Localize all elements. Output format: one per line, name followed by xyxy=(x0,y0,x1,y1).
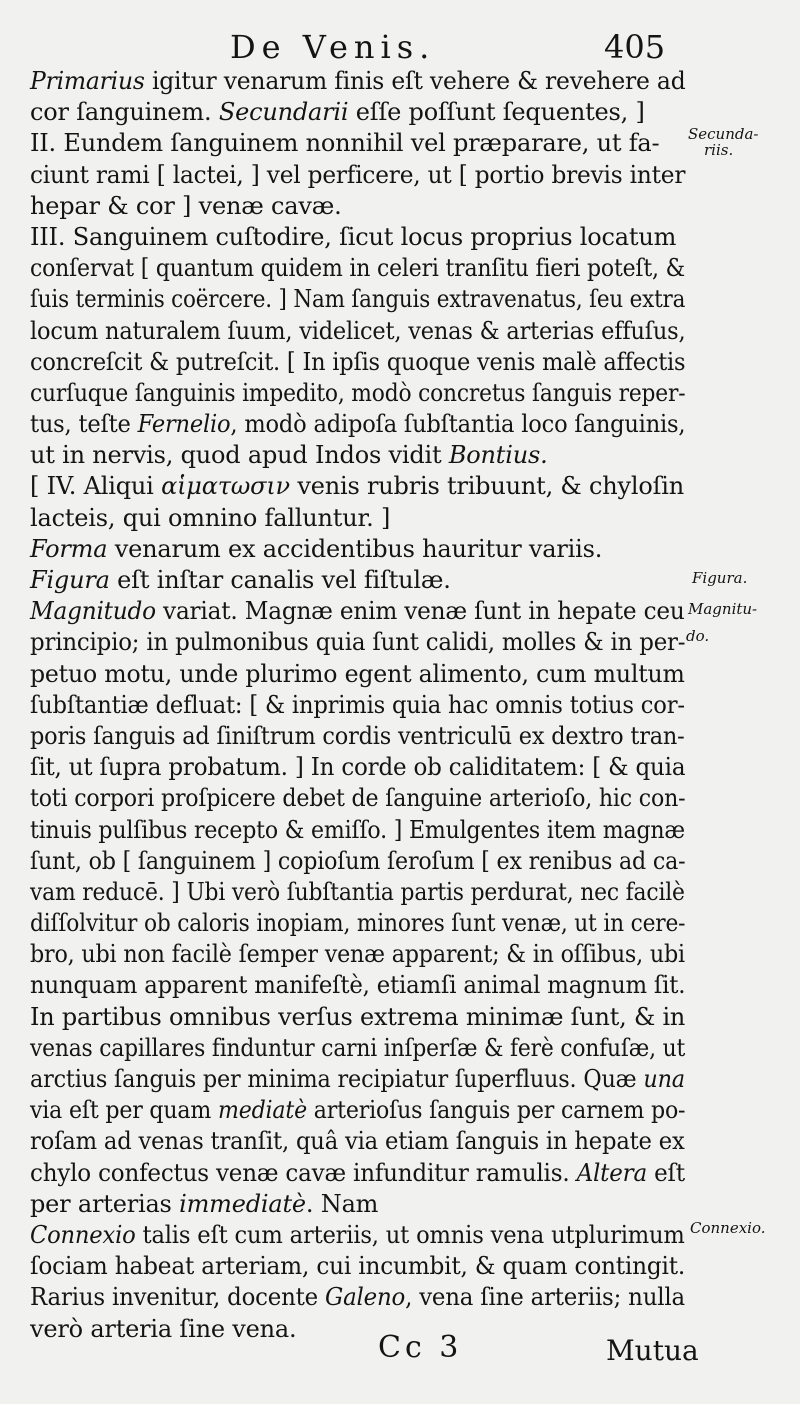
text-run: conſervat [ quantum quidem in celeri tranſitu fieri poteſt, & xyxy=(30,254,685,283)
marginal-figura: Figura. xyxy=(692,569,748,587)
text-line xyxy=(30,659,685,690)
text-run: via eſt per quam xyxy=(30,1096,218,1125)
text-run: roſam ad venas tranſit, quâ via etiam ſanguis in hepate ex xyxy=(30,1127,685,1156)
text-line xyxy=(30,1033,686,1064)
text-run: ſunt, ob [ ſanguinem ] copioſum ſeroſum [ ex renibus ad ca- xyxy=(30,846,686,875)
text-run: cor ſanguinem. xyxy=(30,98,219,127)
marginal-magnitudo-2: do. xyxy=(686,627,710,645)
text-line xyxy=(30,1314,685,1345)
text-run: ſit, ut ſupra probatum. ] In corde ob caliditatem: [ & quia xyxy=(30,753,686,782)
catchword: Mutua xyxy=(606,1334,699,1367)
text-run: diſſolvitur ob caloris inopiam, minores ſunt venæ, ut in cere- xyxy=(30,909,686,938)
text-line xyxy=(30,409,686,440)
italic-text: Galeno xyxy=(325,1283,406,1312)
running-title: De Venis. xyxy=(230,28,436,66)
text-run: talis eſt cum arteriis, ut omnis vena utplurimum xyxy=(135,1220,685,1249)
text-run: toti corpori proſpicere debet de ſanguine arterioſo, hic con- xyxy=(30,784,686,813)
marginal-connexio: Connexio. xyxy=(690,1219,766,1237)
text-line xyxy=(30,1251,686,1282)
text-run: curſuque ſanguinis impedito, modò concretus ſanguis reper- xyxy=(30,378,686,407)
italic-text: Bontius. xyxy=(448,441,548,470)
text-line xyxy=(30,596,685,627)
text-run: per arterias xyxy=(30,1189,180,1218)
text-line xyxy=(30,534,685,565)
text-line xyxy=(30,284,686,315)
text-run: eſt xyxy=(646,1158,685,1187)
text-run: nunquam apparent manifeſtè, etiamſi animal magnum ſit. xyxy=(30,971,686,1000)
text-run: ſubſtantiæ defluat: [ & inprimis quia hac omnis totius cor- xyxy=(30,690,685,719)
text-run: arctius ſanguis per minima recipiatur ſuperfluus. Quæ xyxy=(30,1065,644,1093)
text-run: verò arteria ſine vena. xyxy=(30,1314,297,1343)
page-number: 405 xyxy=(604,28,666,66)
text-line xyxy=(30,378,686,409)
text-run: igitur venarum finis eſt vehere & revehere ad xyxy=(144,67,686,95)
text-run: principio; in pulmonibus quia ſunt calidi, molles & in per- xyxy=(30,628,686,657)
text-line xyxy=(30,783,686,814)
text-run: vam reducē. ] Ubi verò ſubſtantia partis perdurat, nec facilè xyxy=(30,877,685,906)
body-text xyxy=(30,66,685,1345)
text-run: ſociam habeat arteriam, cui incumbit, & quam contingit. xyxy=(30,1252,686,1281)
text-line xyxy=(30,128,685,159)
text-run: ut in nervis, quod apud Indos vidit xyxy=(30,441,449,470)
text-line xyxy=(30,253,685,284)
text-line xyxy=(30,846,686,877)
text-line xyxy=(30,66,686,97)
text-run: ciunt rami [ lactei, ] vel perficere, ut [ portio brevis inter xyxy=(30,160,686,189)
text-line xyxy=(30,347,686,378)
text-run: venarum ex accidentibus hauritur variis. xyxy=(107,534,603,563)
text-line xyxy=(30,565,685,596)
text-run: venis rubris tribuunt, & chyloſin xyxy=(289,472,685,501)
text-run: , vena ſine arteriis; nulla xyxy=(405,1283,685,1312)
text-run: III. Sanguinem cuſtodire, ſicut locus proprius locatum xyxy=(30,222,677,251)
text-run: ſuis terminis coërcere. ] Nam ſanguis extravenatus, ſeu extra xyxy=(30,285,686,314)
text-run: poris ſanguis ad ſiniſtrum cordis ventriculū ex dextro tran- xyxy=(30,721,685,750)
text-line xyxy=(30,160,686,191)
italic-text: Magnitudo xyxy=(30,597,156,626)
text-run: arterioſus ſanguis per carnem po- xyxy=(306,1096,686,1125)
marginal-magnitudo-1: Magnitu- xyxy=(688,600,758,618)
marginal-secundarii-1: Secunda- xyxy=(688,125,759,143)
text-run: locum naturalem ſuum, videlicet, venas & arterias effuſus, xyxy=(30,316,686,345)
text-line xyxy=(30,1189,685,1220)
italic-text: Primarius xyxy=(30,67,145,95)
text-line xyxy=(30,316,686,347)
text-line xyxy=(30,970,686,1001)
italic-text: Forma xyxy=(30,534,108,563)
text-run: eſſe poſſunt ſequentes, ] xyxy=(348,98,645,127)
text-line xyxy=(30,627,686,658)
text-run: . Nam xyxy=(305,1189,379,1218)
italic-text: immediatè xyxy=(179,1189,306,1218)
italic-text: una xyxy=(643,1065,685,1093)
text-line xyxy=(30,815,685,846)
text-run: hepar & cor ] venæ cavæ. xyxy=(30,191,342,220)
italic-text: Fernelio xyxy=(137,410,231,439)
text-run: tus, teſte xyxy=(30,410,138,439)
text-line xyxy=(30,908,686,939)
text-run: II. Eundem ſanguinem nonnihil vel præparare, ut fa- xyxy=(30,129,660,158)
text-line xyxy=(30,939,685,970)
text-run: lacteis, qui omnino falluntur. ] xyxy=(30,503,391,532)
italic-text: mediatè xyxy=(217,1096,307,1125)
text-run: variat. Magnæ enim venæ ſunt in hepate ceu xyxy=(155,597,685,626)
text-line xyxy=(30,471,685,502)
text-line xyxy=(30,440,685,471)
text-line xyxy=(30,503,685,534)
text-line xyxy=(30,191,685,222)
italic-text: Secundarii xyxy=(218,98,349,127)
text-line xyxy=(30,690,685,721)
text-line xyxy=(30,1064,685,1095)
italic-text: Figura xyxy=(30,566,110,594)
text-run: [ IV. Aliqui xyxy=(30,472,162,501)
text-run: , modò adipoſa ſubſtantia loco ſanguinis, xyxy=(230,410,686,439)
italic-text: αἱματωσιν xyxy=(161,472,290,501)
text-run: bro, ubi non facilè ſemper venæ apparent; & in oſſibus, ubi xyxy=(30,940,685,969)
text-line xyxy=(30,721,685,752)
text-run: eſt inſtar canalis vel fiſtulæ. xyxy=(109,566,451,594)
text-run: venas capillares finduntur carni inſperſæ & ferè confuſæ, ut xyxy=(30,1033,686,1062)
text-line xyxy=(30,97,685,128)
text-line xyxy=(30,1095,686,1126)
signature-mark: Cc 3 xyxy=(378,1330,463,1365)
text-run: In partibus omnibus verſus extrema minimæ ſunt, & in xyxy=(30,1002,686,1031)
text-run: petuo motu, unde plurimo egent alimento, cum multum xyxy=(30,659,685,688)
marginal-secundarii-2: riis. xyxy=(704,141,734,159)
text-line xyxy=(30,1282,685,1313)
text-line xyxy=(30,222,685,253)
text-line xyxy=(30,877,685,908)
text-run: concreſcit & putreſcit. [ In ipſis quoque venis malè affectis xyxy=(30,347,686,376)
italic-text: Altera xyxy=(576,1158,647,1187)
text-run: tinuis pulſibus recepto & emiſſo. ] Emulgentes item magnæ xyxy=(30,815,685,844)
text-line xyxy=(30,1220,685,1251)
text-line xyxy=(30,1126,685,1157)
text-line xyxy=(30,1002,686,1033)
text-run: chylo confectus venæ cavæ infunditur ramulis. xyxy=(30,1158,577,1187)
text-line xyxy=(30,1158,685,1189)
text-run: Rarius invenitur, docente xyxy=(30,1283,326,1312)
italic-text: Connexio xyxy=(30,1220,136,1249)
text-line xyxy=(30,752,686,783)
